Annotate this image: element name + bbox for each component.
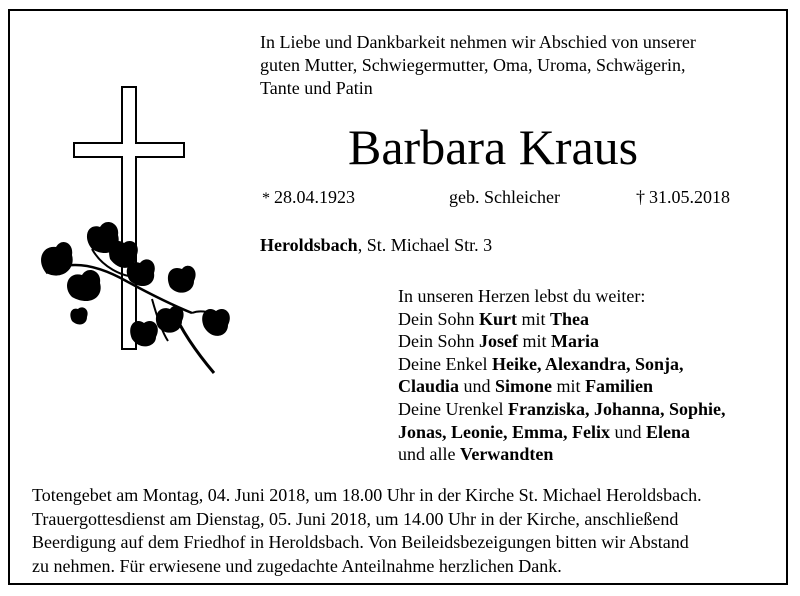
intro-text: [260, 31, 780, 100]
survivors-line: [398, 398, 778, 421]
name: Emma: [512, 421, 564, 442]
text: und alle: [398, 444, 460, 465]
name: Leonie: [451, 421, 504, 442]
text: und: [610, 421, 647, 442]
service-line: Trauergottesdienst am Dienstag, 05. Juni 2018, um 14.00 Uhr in der Kirche, anschließend: [32, 508, 679, 529]
text: Dein Sohn: [398, 331, 479, 352]
name: Thea: [550, 308, 590, 329]
text: ,: [660, 398, 670, 419]
text: ,: [503, 421, 513, 442]
death-date: 31.05.2018: [649, 187, 730, 207]
name: Maria: [551, 331, 599, 352]
survivors-line: [398, 443, 778, 466]
death-date-group: [636, 185, 730, 209]
name: Johanna: [593, 398, 661, 419]
name: Simone: [495, 376, 553, 397]
service-line: zu nehmen. Für erwiesene und zugedachte Anteilnahme herzlichen Dank.: [32, 555, 562, 576]
name: Claudia: [398, 376, 460, 397]
service-line: Beerdigung auf dem Friedhof in Heroldsbach. Von Beileidsbezeigungen bitten wir Abstand: [32, 532, 689, 552]
text: ,: [625, 353, 635, 374]
text: Deine Enkel: [398, 353, 492, 374]
survivors-line: [398, 308, 778, 331]
text: Deine Urenkel: [398, 398, 508, 419]
maiden-name: geb. Schleicher: [449, 187, 560, 207]
text: mit: [517, 308, 551, 329]
text: ,: [563, 421, 573, 442]
survivors-line: [398, 421, 778, 444]
obituary-card: [8, 9, 788, 585]
text: Dein Sohn: [398, 308, 479, 329]
text: mit: [552, 376, 586, 397]
text: mit: [518, 331, 552, 352]
text: ,: [536, 353, 545, 374]
address-street: , St. Michael Str. 3: [357, 235, 493, 255]
name: Sonja: [634, 353, 679, 374]
text: und: [459, 376, 496, 397]
name: Alexandra: [544, 353, 626, 374]
survivors-line: [398, 353, 778, 376]
name: Josef: [479, 331, 518, 352]
name: Heike: [491, 353, 537, 374]
text: ,: [442, 421, 452, 442]
cross-with-ivy-icon: [32, 77, 232, 377]
address: [260, 233, 492, 257]
service-line: Totengebet am Montag, 04. Juni 2018, um 18.00 Uhr in der Kirche St. Michael Heroldsbach.: [32, 485, 702, 505]
survivors-line: In unseren Herzen lebst du weiter:: [398, 286, 646, 306]
intro-line: Tante und Patin: [260, 78, 373, 98]
name: Verwandten: [459, 444, 554, 465]
birth-date: 28.04.1923: [274, 187, 355, 207]
intro-line: In Liebe und Dankbarkeit nehmen wir Abschied von unserer: [260, 32, 696, 52]
survivors-list: [398, 285, 778, 466]
life-dates: [262, 185, 792, 209]
name: Sophie: [669, 398, 722, 419]
address-town: Heroldsbach: [260, 235, 358, 255]
name: Elena: [646, 421, 691, 442]
service-details: [32, 484, 787, 578]
deceased-name: Barbara Kraus: [348, 119, 639, 175]
name: Jonas: [398, 421, 443, 442]
birth-star-icon: *: [262, 190, 270, 207]
text: ,: [584, 398, 594, 419]
name: Kurt: [479, 308, 517, 329]
death-cross-icon: †: [636, 187, 645, 207]
survivors-line: [398, 330, 778, 353]
birth-date-group: [262, 185, 355, 211]
name: Felix: [572, 421, 611, 442]
survivors-line: [398, 375, 778, 398]
name: Franziska: [507, 398, 585, 419]
intro-line: guten Mutter, Schwiegermutter, Oma, Uroma, Schwägerin,: [260, 55, 686, 75]
text: ,: [721, 398, 726, 419]
text: ,: [679, 353, 684, 374]
name: Familien: [585, 376, 654, 397]
